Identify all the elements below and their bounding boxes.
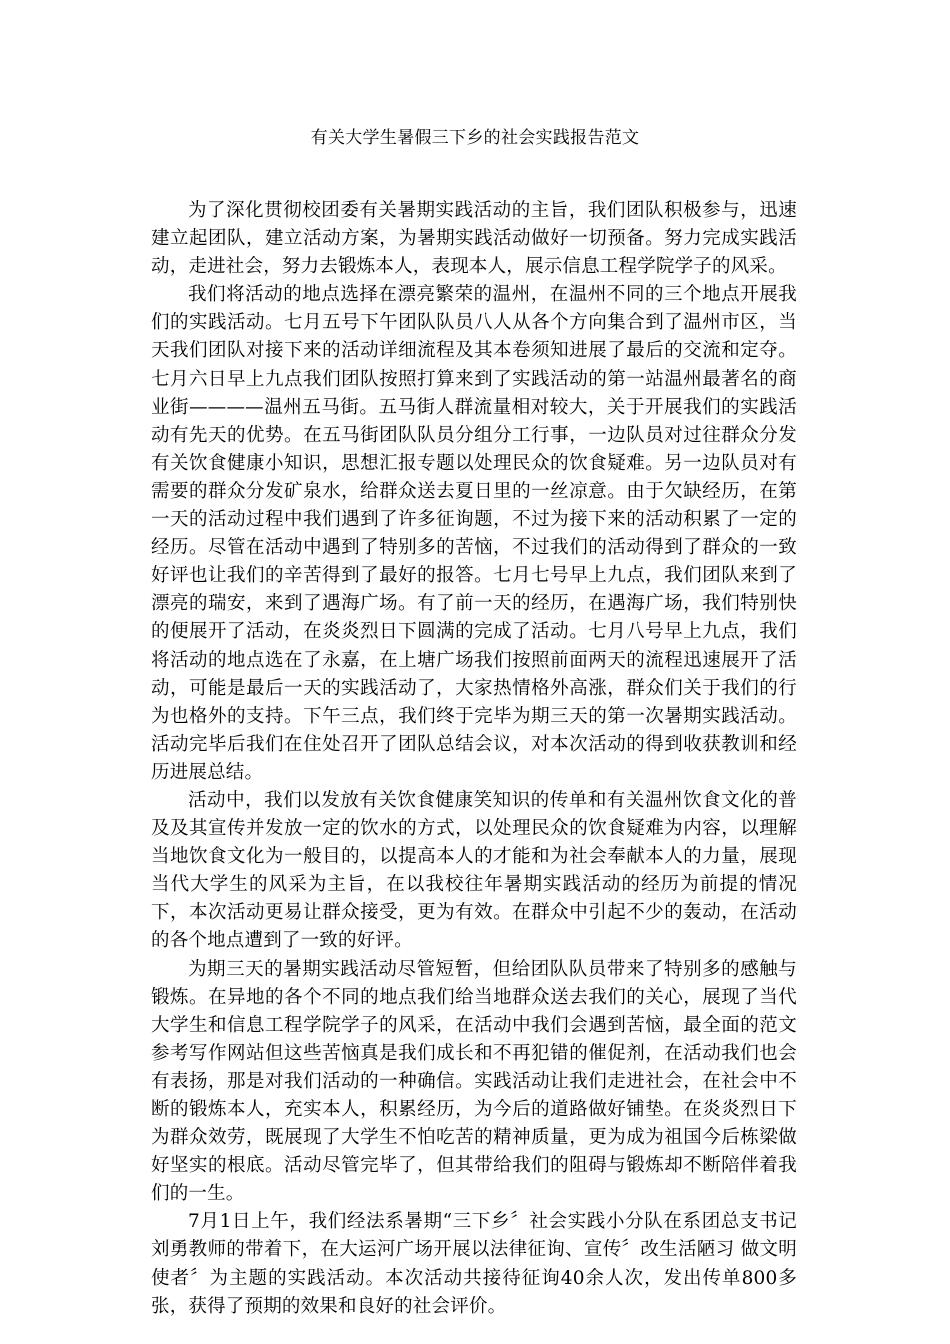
paragraph-activity-content: 活动中，我们以发放有关饮食健康笑知识的传单和有关温州饮食文化的普及及其宣传并发放一定的饮水的方式，以处理民众的饮食疑难为内容，以理解当地饮食文化为一般目的，以提高本人的才能和为社会奉献本人的力量，展现当代大学生的风采为主旨，在以我校往年暑期实践活动的经历为前提的情况下，本次活动更易让群众接受，更为有效。在群众中引起不少的轰动，在活动的各个地点遭到了一致的好评。 [151,789,797,952]
paragraph-intro: 为了深化贯彻校团委有关暑期实践活动的主旨，我们团队积极参与，迅速建立起团队，建立活动方案，为暑期实践活动做好一切预备。努力完成实践活动，走进社会，努力去锻炼本人，表现本人，展示信息工程学院学子的风采。 [151,200,797,278]
page-title: 有关大学生暑假三下乡的社会实践报告范文 [310,128,640,148]
paragraph-july-first: 7月1日上午，我们经法系暑期“三下乡〞社会实践小分队在系团总支书记刘勇教师的带着下，在大运河广场开展以法律征询、宣传〞改生活陋习 做文明使者〞为主题的实践活动。本次活动共接待征询40余人次，发出传单800多张，获得了预期的效果和良好的社会评价。 [151,1211,797,1317]
paragraph-reflection: 为期三天的暑期实践活动尽管短暂，但给团队队员带来了特别多的感触与锻炼。在异地的各个不同的地点我们给当地群众送去我们的关心，展现了当代大学生和信息工程学院学子的风采，在活动中我们会遇到苦恼，最全面的范文参考写作网站但这些苦恼真是我们成长和不再犯错的催促剂，在活动我们也会有表扬，那是对我们活动的一种确信。实践活动让我们走进社会，在社会中不断的锻炼本人，充实本人，积累经历，为今后的道路做好铺垫。在炎炎烈日下为群众效劳，既展现了大学生不怕吃苦的精神质量，更为成为祖国今后栋梁做好坚实的根底。活动尽管完毕了，但其带给我们的阻碍与锻炼却不断陪伴着我们的一生。 [151,958,797,1205]
paragraph-activity-record: 我们将活动的地点选择在漂亮繁荣的温州，在温州不同的三个地点开展我们的实践活动。七月五号下午团队队员八人从各个方向集合到了温州市区，当天我们团队对接下来的活动详细流程及其本卷须知进展了最后的交流和定夺。七月六日早上九点我们团队按照打算来到了实践活动的第一站温州最著名的商业街————温州五马街。五马街人群流量相对较大，关于开展我们的实践活动有先天的优势。在五马街团队队员分组分工行事，一边队员对过往群众分发有关饮食健康小知识，思想汇报专题以处理民众的饮食疑难。另一边队员对有需要的群众分发矿泉水，给群众送去夏日里的一丝凉意。由于欠缺经历，在第一天的活动过程中我们遇到了许多征询题，不过为接下来的活动积累了一定的经历。尽管在活动中遇到了特别多的苦恼，不过我们的活动得到了群众的一致好评也让我们的辛苦得到了最好的报答。七月七号早上九点，我们团队来到了漂亮的瑞安，来到了遇海广场。有了前一天的经历，在遇海广场，我们特别快的便展开了活动，在炎炎烈日下圆满的完成了活动。七月八号早上九点，我们将活动的地点选在了永嘉，在上塘广场我们按照前面两天的流程迅速展开了活动，可能是最后一天的实践活动了，大家热情格外高涨，群众们关于我们的行为也格外的支持。下午三点，我们终于完毕为期三天的第一次暑期实践活动。活动完毕后我们在住处召开了团队总结会议，对本次活动的得到收获教训和经历进展总结。 [151,284,797,783]
document-body [151,197,797,1321]
